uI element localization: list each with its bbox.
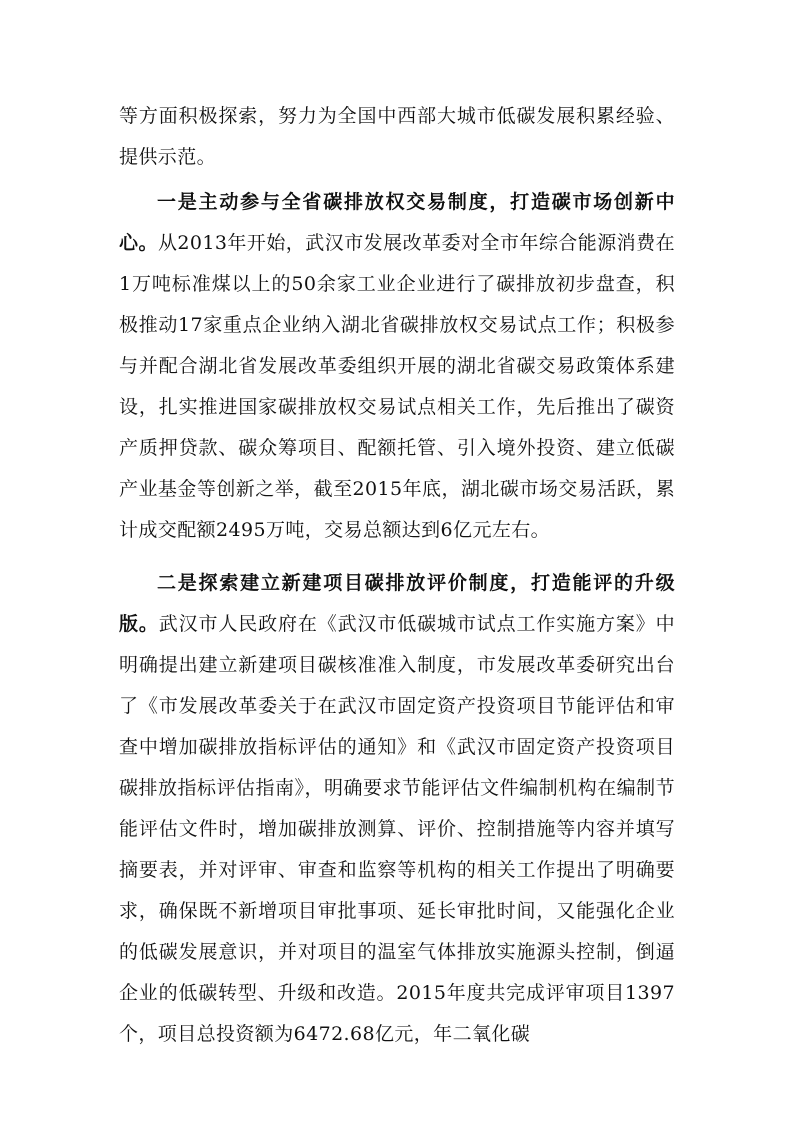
paragraph-carbon-trading xyxy=(119,182,675,551)
paragraph-carbon-evaluation xyxy=(119,563,675,1055)
paragraph-body: 从2013年开始，武汉市发展改革委对全市年综合能源消费在1万吨标准煤以上的50余家工业企业进行了碳排放初步盘查，积极推动17家重点企业纳入湖北省碳排放权交易试点工作；积极参与并配合湖北省发展改革委组织开展的湖北省碳交易政策体系建设，扎实推进国家碳排放权交易试点相关工作，先后推出了碳资产质押贷款、碳众筹项目、配额托管、引入境外投资、建立低碳产业基金等创新之举，截至2015年底，湖北碳市场交易活跃，累计成交配额2495万吨，交易总额达到6亿元左右。 xyxy=(119,232,675,541)
paragraph-lead-heading: 二是探索建立新建项目碳排放评价制度，打造能评的升级版。 xyxy=(119,572,675,635)
paragraph-body: 武汉市人民政府在《武汉市低碳城市试点工作实施方案》中明确提出建立新建项目碳核准准入制度，市发展改革委研究出台了《市发展改革委关于在武汉市固定资产投资项目节能评估和审查中增加碳排放指标评估的通知》和《武汉市固定资产投资项目碳排放指标评估指南》，明确要求节能评估文件编制机构在编制节能评估文件时，增加碳排放测算、评价、控制措施等内容并填写摘要表，并对评审、审查和监察等机构的相关工作提出了明确要求，确保既不新增项目审批事项、延长审批时间，又能强化企业的低碳发展意识，并对项目的温室气体排放实施源头控制，倒逼企业的低碳转型、升级和改造。2015年度共完成评审项目1397个，项目总投资额为6472.68亿元，年二氧化碳 xyxy=(119,613,675,1045)
paragraph-body: 等方面积极探索，努力为全国中西部大城市低碳发展积累经验、提供示范。 xyxy=(119,105,675,168)
paragraph-continuation xyxy=(119,96,675,178)
paragraph-lead-heading: 一是主动参与全省碳排放权交易制度，打造碳市场创新中心。 xyxy=(119,191,675,254)
